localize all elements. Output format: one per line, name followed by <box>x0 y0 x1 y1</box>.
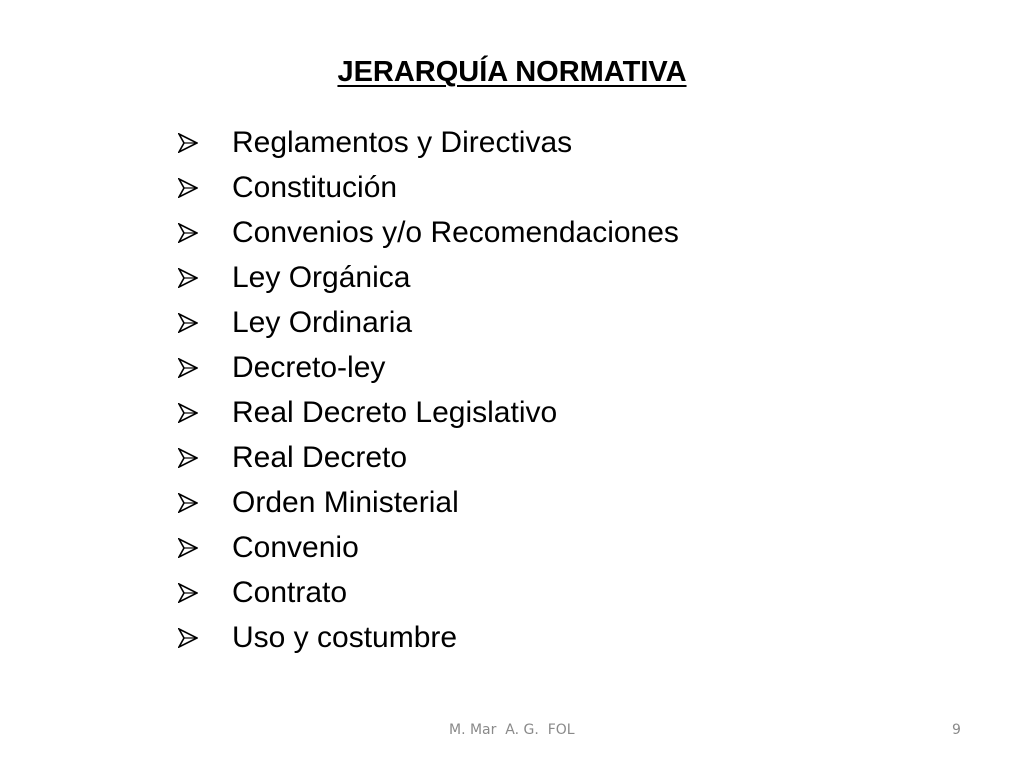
list-item-text: Ley Orgánica <box>232 261 411 294</box>
list-item-text: Convenios y/o Recomendaciones <box>232 216 679 249</box>
slide-title-text: JERARQUÍA NORMATIVA <box>337 56 687 88</box>
arrowhead-bullet-icon <box>178 313 198 333</box>
list-item-text: Reglamentos y Directivas <box>232 126 573 159</box>
list-item <box>0 615 1024 660</box>
footer-author: M. Mar A. G. FOL <box>449 722 575 738</box>
list-item <box>0 345 1024 390</box>
list-item <box>0 120 1024 165</box>
list-item <box>0 525 1024 570</box>
arrowhead-bullet-icon <box>178 493 198 513</box>
arrowhead-bullet-icon <box>178 403 198 423</box>
list-item <box>0 435 1024 480</box>
arrowhead-bullet-icon <box>178 268 198 288</box>
list-item-text: Ley Ordinaria <box>232 306 413 339</box>
slide-title <box>0 52 1024 92</box>
list-item-text: Real Decreto <box>232 441 408 474</box>
list-item <box>0 300 1024 345</box>
list-item <box>0 570 1024 615</box>
bullet-list <box>0 120 1024 660</box>
arrowhead-bullet-icon <box>178 448 198 468</box>
arrowhead-bullet-icon <box>178 358 198 378</box>
list-item <box>0 390 1024 435</box>
list-item <box>0 480 1024 525</box>
list-item <box>0 165 1024 210</box>
list-item-text: Convenio <box>232 531 359 564</box>
list-item-text: Real Decreto Legislativo <box>232 396 558 429</box>
list-item-text: Decreto-ley <box>232 351 386 384</box>
arrowhead-bullet-icon <box>178 178 198 198</box>
arrowhead-bullet-icon <box>178 538 198 558</box>
list-item-text: Constitución <box>232 171 398 204</box>
page-number: 9 <box>952 722 961 738</box>
list-item <box>0 255 1024 300</box>
list-item <box>0 210 1024 255</box>
arrowhead-bullet-icon <box>178 223 198 243</box>
arrowhead-bullet-icon <box>178 628 198 648</box>
arrowhead-bullet-icon <box>178 133 198 153</box>
list-item-text: Uso y costumbre <box>232 621 458 654</box>
list-item-text: Contrato <box>232 576 348 609</box>
list-item-text: Orden Ministerial <box>232 486 459 519</box>
arrowhead-bullet-icon <box>178 583 198 603</box>
